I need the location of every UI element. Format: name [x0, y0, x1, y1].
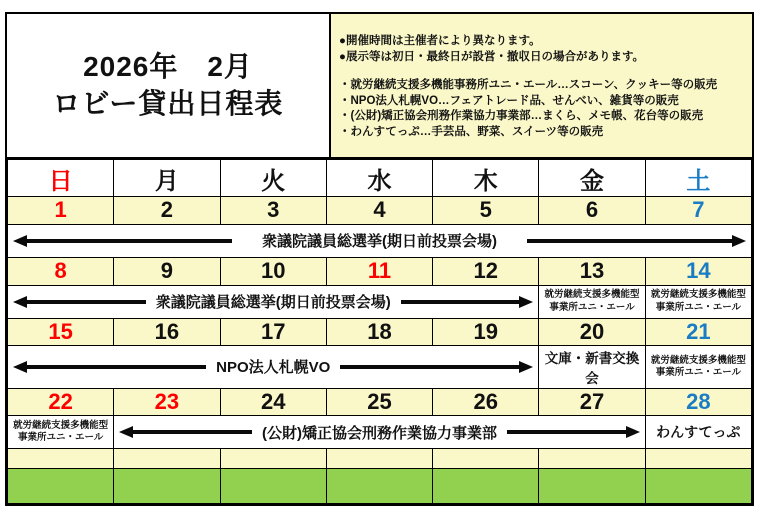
date-row-week1 [8, 197, 752, 225]
event-label-line1: 就労継続支援多機能型 [650, 289, 746, 301]
weekday-cell: 月 [114, 160, 220, 197]
empty-cell [8, 449, 114, 469]
event-cell-uni-yell [8, 416, 114, 449]
date-cell: 23 [114, 388, 220, 416]
event-label: (公財)矯正協会刑務作業協力事業部 [261, 424, 497, 442]
event-label: NPO法人札幌VO [216, 359, 331, 377]
title-name: ロビー貸出日程表 [52, 87, 284, 119]
date-cell: 6 [539, 197, 645, 225]
header-band [7, 14, 752, 159]
date-cell: 28 [645, 388, 751, 416]
event-cell-election-full [8, 224, 752, 257]
arrow-left-segment [13, 296, 146, 308]
empty-cell [114, 449, 220, 469]
date-cell: 11 [326, 257, 432, 285]
empty-date-row [8, 449, 752, 469]
date-cell: 14 [645, 257, 751, 285]
arrow-right-icon [519, 296, 533, 308]
date-cell: 16 [114, 318, 220, 346]
event-label-line2: 事業所ユニ・エール [17, 432, 104, 444]
weekday-cell: 金 [539, 160, 645, 197]
event-cell-election-span [8, 285, 539, 318]
arrow-right-segment [340, 361, 533, 373]
empty-cell [326, 449, 432, 469]
event-cell-uni-yell [539, 285, 645, 318]
arrow-left-segment [13, 361, 206, 373]
green-cell [539, 468, 645, 503]
date-cell: 12 [433, 257, 539, 285]
date-cell: 21 [645, 318, 751, 346]
weekday-cell: 火 [220, 160, 326, 197]
date-cell: 13 [539, 257, 645, 285]
green-cell [114, 468, 220, 503]
green-cell [645, 468, 751, 503]
event-cell-uni-yell [645, 285, 751, 318]
green-footer-row [8, 468, 752, 503]
green-cell [433, 468, 539, 503]
arrow-right-icon [626, 426, 640, 438]
date-cell: 7 [645, 197, 751, 225]
empty-cell [433, 449, 539, 469]
event-label-line1: 就労継続支援多機能型 [650, 354, 746, 366]
event-label: 衆議院議員総選挙(期日前投票会場) [262, 233, 497, 251]
date-cell: 27 [539, 388, 645, 416]
event-label-line2: 事業所ユニ・エール [655, 301, 741, 313]
arrow-left-icon [13, 235, 27, 247]
event-row-week2 [8, 285, 752, 318]
date-cell: 1 [8, 197, 114, 225]
event-cell-uni-yell [645, 346, 751, 388]
event-label: 衆議院議員総選挙(期日前投票会場) [155, 294, 391, 312]
notes-spacer [339, 65, 744, 78]
empty-cell [645, 449, 751, 469]
weekday-cell: 土 [645, 160, 751, 197]
note-vendor: ・(公財)矯正協会刑務作業協力事業部…まくら、メモ帳、花台等の販売 [339, 110, 704, 122]
date-row-week2 [8, 257, 752, 285]
lobby-schedule-sheet [5, 12, 754, 506]
event-cell-kyosei-span [114, 416, 645, 449]
event-arrow-band [8, 356, 538, 377]
date-cell: 25 [326, 388, 432, 416]
event-cell-one-step [645, 416, 751, 449]
title-year-month: 2026年 2月 [83, 51, 253, 83]
notes-panel [329, 14, 752, 157]
event-label-line1: 就労継続支援多機能型 [544, 289, 640, 301]
weekday-cell: 水 [326, 160, 432, 197]
note-vendor: ・わんすてっぷ…手芸品、野菜、スイーツ等の販売 [339, 125, 604, 138]
date-row-week4 [8, 388, 752, 416]
event-arrow-band [8, 230, 751, 251]
empty-cell [220, 449, 326, 469]
empty-cell [539, 449, 645, 469]
event-arrow-band [8, 291, 538, 312]
weekday-cell: 木 [433, 160, 539, 197]
date-cell: 26 [433, 388, 539, 416]
date-cell: 3 [220, 197, 326, 225]
calendar-table [7, 159, 752, 504]
note-vendor: ・就労継続支援多機能事務所ユニ・エール…スコーン、クッキー等の販売 [339, 79, 718, 91]
date-cell: 4 [326, 197, 432, 225]
event-arrow-band [114, 422, 644, 443]
date-cell: 19 [433, 318, 539, 346]
arrow-right-segment [507, 426, 640, 438]
green-cell [220, 468, 326, 503]
date-cell: 8 [8, 257, 114, 285]
arrow-right-icon [519, 361, 533, 373]
date-cell: 10 [220, 257, 326, 285]
event-label: 文庫・新書交換会 [544, 350, 640, 386]
date-cell: 18 [326, 318, 432, 346]
arrow-left-icon [119, 426, 133, 438]
note-bullet: ●開催時間は主催者により異なります。 [339, 35, 541, 47]
arrow-left-segment [13, 235, 232, 247]
date-cell: 9 [114, 257, 220, 285]
event-row-week1 [8, 224, 752, 257]
arrow-right-segment [401, 296, 534, 308]
date-cell: 15 [8, 318, 114, 346]
weekday-header-row [8, 160, 752, 197]
event-cell-npo-span [8, 346, 539, 388]
event-row-week4 [8, 416, 752, 449]
date-cell: 20 [539, 318, 645, 346]
date-cell: 22 [8, 388, 114, 416]
event-label-line2: 事業所ユニ・エール [655, 366, 741, 378]
arrow-right-icon [732, 235, 746, 247]
date-row-week3 [8, 318, 752, 346]
note-bullet: ●展示等は初日・最終日が設営・撤収日の場合があります。 [339, 50, 645, 63]
weekday-cell: 日 [8, 160, 114, 197]
arrow-right-segment [527, 235, 746, 247]
event-label-line1: 就労継続支援多機能型 [13, 420, 109, 431]
event-row-week3 [8, 346, 752, 388]
event-cell-book-exchange [539, 346, 645, 388]
event-label-line2: 事業所ユニ・エール [549, 301, 635, 313]
date-cell: 17 [220, 318, 326, 346]
green-cell [326, 468, 432, 503]
event-label: わんすてっぷ [656, 424, 741, 441]
page-title [7, 14, 329, 157]
date-cell: 2 [114, 197, 220, 225]
note-vendor: ・NPO法人札幌VO…フェアトレード品、せんべい、雑貨等の販売 [339, 94, 679, 107]
date-cell: 24 [220, 388, 326, 416]
arrow-left-icon [13, 361, 27, 373]
date-cell: 5 [433, 197, 539, 225]
arrow-left-icon [13, 296, 27, 308]
green-cell [8, 468, 114, 503]
arrow-left-segment [119, 426, 252, 438]
